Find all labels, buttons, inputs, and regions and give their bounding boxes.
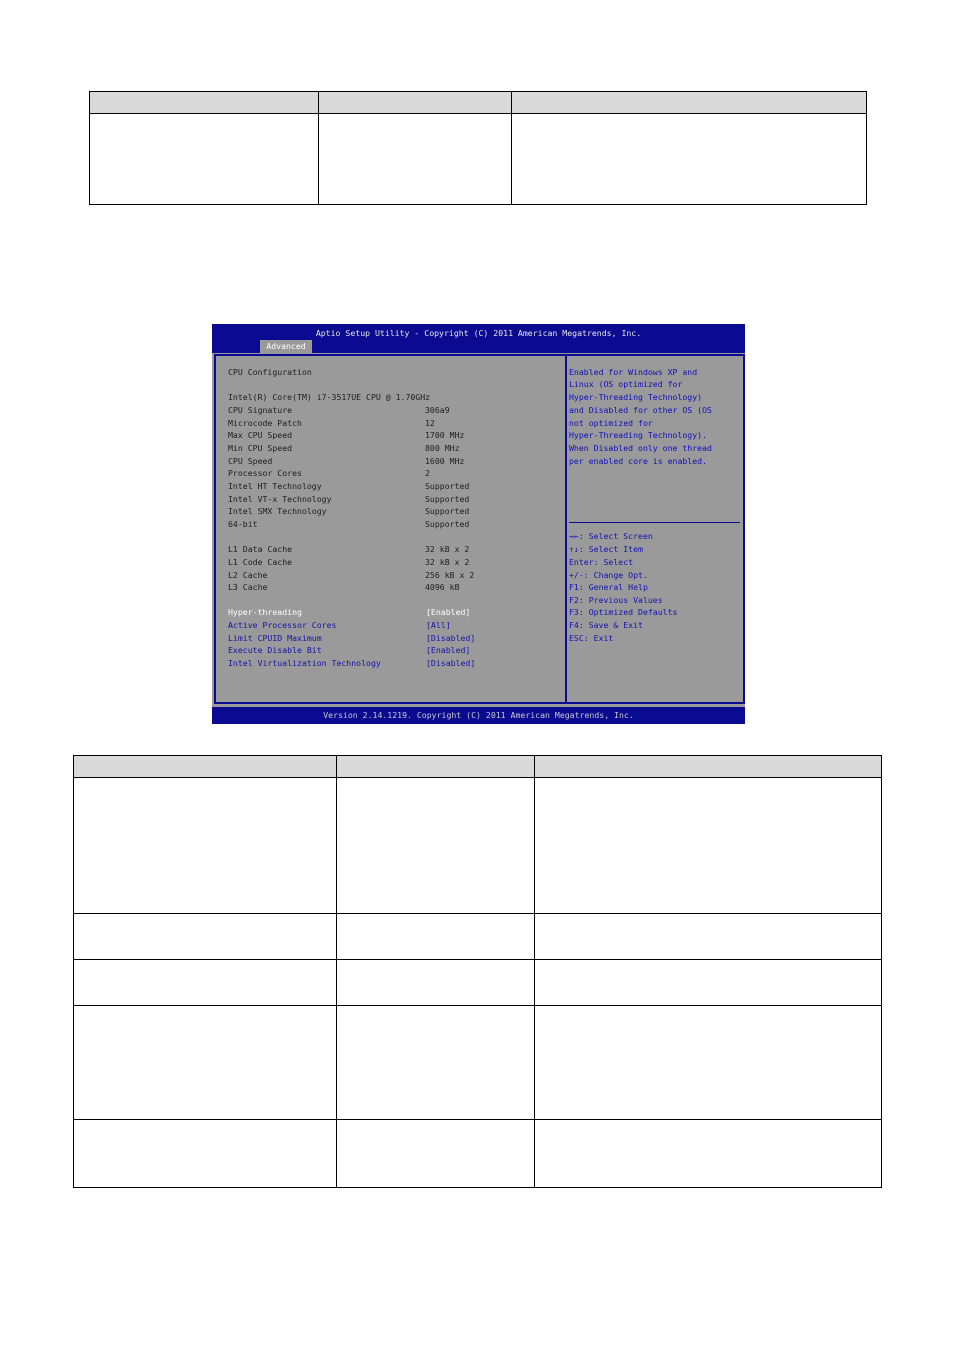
option-value-hyper-threading[interactable]: [Enabled] [426, 607, 471, 617]
info-value-64-bit: Supported [425, 519, 470, 529]
info-value-cpu-signature: 306a9 [425, 405, 450, 415]
cache-label-l2: L2 Cache [228, 570, 268, 580]
help-text-line: Hyper-Threading Technology). [569, 430, 708, 440]
table-header-cell [512, 92, 867, 114]
cache-value-l3: 4096 kB [425, 582, 460, 592]
top-settings-table [89, 91, 867, 205]
section-title: CPU Configuration [228, 367, 312, 377]
bios-footer: Version 2.14.1219. Copyright (C) 2011 American Megatrends, Inc. [212, 707, 745, 724]
table-cell [74, 1120, 337, 1188]
help-text-line: Hyper-Threading Technology) [569, 392, 703, 402]
info-value-cpu-speed: 1600 MHz [425, 456, 465, 466]
table-cell [535, 1006, 882, 1120]
bios-title: Aptio Setup Utility - Copyright (C) 2011 American Megatrends, Inc. [315, 328, 642, 338]
info-label-min-cpu-speed: Min CPU Speed [228, 443, 293, 453]
table-cell [512, 114, 867, 205]
info-label-microcode-patch: Microcode Patch [228, 418, 302, 428]
key-legend-change-opt: +/-: Change Opt. [569, 570, 648, 580]
option-execute-disable-bit[interactable]: Execute Disable Bit [228, 645, 322, 655]
key-legend-select-item: ↑↓: Select Item [569, 544, 643, 554]
table-cell [74, 914, 337, 960]
help-text-line: Enabled for Windows XP and [569, 367, 698, 377]
cache-label-l3: L3 Cache [228, 582, 268, 592]
info-label-ht-technology: Intel HT Technology [228, 481, 322, 491]
info-label-processor-cores: Processor Cores [228, 468, 302, 478]
table-row [74, 778, 882, 914]
cache-label-l1-data: L1 Data Cache [228, 544, 293, 554]
info-value-max-cpu-speed: 1700 MHz [425, 430, 465, 440]
table-header-cell [74, 756, 337, 778]
table-header-cell [337, 756, 535, 778]
table-cell [535, 960, 882, 1006]
option-value-execute-disable-bit[interactable]: [Enabled] [426, 645, 471, 655]
option-value-intel-virtualization[interactable]: [Disabled] [426, 658, 476, 668]
key-legend-previous-values: F2: Previous Values [569, 595, 663, 605]
table-row [74, 914, 882, 960]
bios-vertical-divider [565, 354, 567, 704]
table-cell [535, 914, 882, 960]
key-legend-select-screen: →←: Select Screen [569, 531, 653, 541]
help-text-line: When Disabled only one thread [569, 443, 712, 453]
key-legend-enter: Enter: Select [569, 557, 634, 567]
table-cell [337, 1006, 535, 1120]
table-row [90, 114, 867, 205]
option-intel-virtualization[interactable]: Intel Virtualization Technology [228, 658, 381, 668]
table-row [74, 1006, 882, 1120]
table-cell [74, 1006, 337, 1120]
key-legend-general-help: F1: General Help [569, 582, 648, 592]
bios-screenshot [212, 324, 745, 724]
table-header-row [74, 756, 882, 778]
table-cell [337, 778, 535, 914]
info-value-smx-technology: Supported [425, 506, 470, 516]
info-label-vtx-technology: Intel VT-x Technology [228, 494, 332, 504]
info-label-max-cpu-speed: Max CPU Speed [228, 430, 293, 440]
info-value-processor-cores: 2 [425, 468, 430, 478]
help-text-line: not optimized for [569, 418, 653, 428]
table-cell [90, 114, 319, 205]
tab-advanced[interactable]: Advanced [260, 340, 312, 353]
table-header-cell [90, 92, 319, 114]
info-value-microcode-patch: 12 [425, 418, 435, 428]
table-row [74, 960, 882, 1006]
option-active-processor-cores[interactable]: Active Processor Cores [228, 620, 337, 630]
table-cell [535, 1120, 882, 1188]
table-cell [74, 960, 337, 1006]
cache-value-l1-code: 32 kB x 2 [425, 557, 470, 567]
option-hyper-threading[interactable]: Hyper-threading [228, 607, 302, 617]
info-label-64-bit: 64-bit [228, 519, 258, 529]
help-text-line: and Disabled for other OS (OS [569, 405, 712, 415]
option-value-active-processor-cores[interactable]: [All] [426, 620, 451, 630]
key-legend-esc-exit: ESC: Exit [569, 633, 614, 643]
option-limit-cpuid-maximum[interactable]: Limit CPUID Maximum [228, 633, 322, 643]
table-row [74, 1120, 882, 1188]
table-header-cell [319, 92, 512, 114]
key-legend-save-exit: F4: Save & Exit [569, 620, 643, 630]
table-header-row [90, 92, 867, 114]
info-label-cpu-signature: CPU Signature [228, 405, 293, 415]
info-label-cpu-speed: CPU Speed [228, 456, 273, 466]
table-cell [535, 778, 882, 914]
info-label-smx-technology: Intel SMX Technology [228, 506, 327, 516]
table-cell [74, 778, 337, 914]
cache-value-l2: 256 kB x 2 [425, 570, 475, 580]
option-value-limit-cpuid-maximum[interactable]: [Disabled] [426, 633, 476, 643]
table-header-cell [535, 756, 882, 778]
info-value-min-cpu-speed: 800 MHz [425, 443, 460, 453]
table-cell [337, 914, 535, 960]
table-cell [337, 1120, 535, 1188]
processor-name: Intel(R) Core(TM) i7-3517UE CPU @ 1.70GHz [228, 392, 431, 402]
bios-help-divider [569, 522, 740, 523]
help-text-line: per enabled core is enabled. [569, 456, 708, 466]
bottom-settings-table [73, 755, 882, 1188]
cache-label-l1-code: L1 Code Cache [228, 557, 293, 567]
info-value-ht-technology: Supported [425, 481, 470, 491]
cache-value-l1-data: 32 kB x 2 [425, 544, 470, 554]
info-value-vtx-technology: Supported [425, 494, 470, 504]
table-cell [319, 114, 512, 205]
key-legend-optimized-defaults: F3: Optimized Defaults [569, 607, 678, 617]
table-cell [337, 960, 535, 1006]
help-text-line: Linux (OS optimized for [569, 379, 683, 389]
